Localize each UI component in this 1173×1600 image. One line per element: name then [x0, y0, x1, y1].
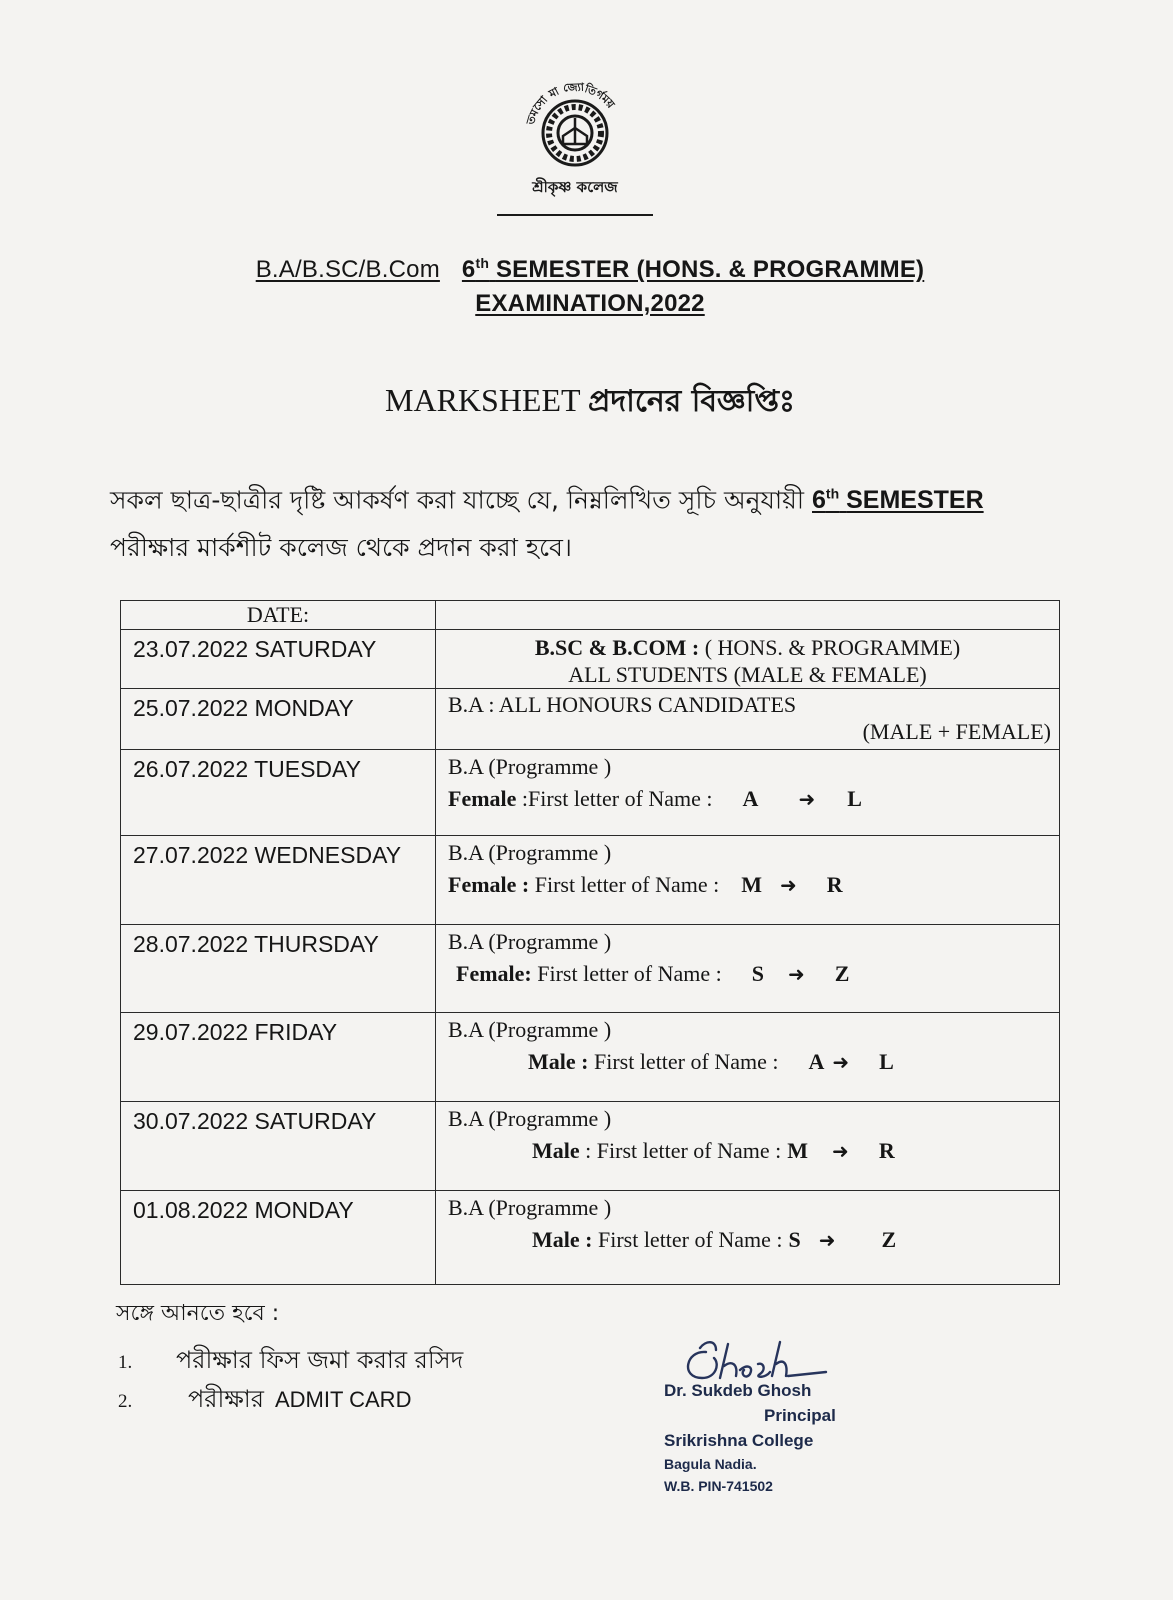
table-row	[121, 925, 1060, 1013]
semester-number: 6	[461, 256, 476, 283]
semester-rest: SEMESTER (HONS. & PROGRAMME)	[495, 256, 925, 283]
date-cell: 23.07.2022 SATURDAY	[121, 630, 436, 689]
logo-caption: শ্রীকৃষ্ণ কলেজ	[532, 178, 618, 196]
date-cell: 29.07.2022 FRIDAY	[121, 1013, 436, 1102]
table-row	[121, 1102, 1060, 1191]
info-cell: B.A (Programme ) Male : First letter of Name : M ➜ R	[436, 1102, 1060, 1191]
table-row	[121, 630, 1060, 689]
exam-heading-line1	[140, 255, 1040, 284]
info-cell: B.A (Programme ) Male : First letter of Name : A ➜ L	[436, 1013, 1060, 1102]
arrow-icon: ➜	[788, 962, 805, 986]
date-cell: 28.07.2022 THURSDAY	[121, 925, 436, 1013]
arrow-icon: ➜	[832, 1050, 850, 1074]
intro-semester: 6th SEMESTER	[812, 486, 984, 515]
info-cell: B.SC & B.COM : ( HONS. & PROGRAMME) ALL STUDENTS (MALE & FEMALE)	[436, 630, 1060, 689]
arrow-icon: ➜	[780, 873, 797, 897]
arrow-icon: ➜	[798, 787, 816, 811]
table-row	[121, 1191, 1060, 1285]
signatory-name: Dr. Sukdeb Ghosh	[664, 1381, 812, 1400]
title-en: MARKSHEET	[385, 382, 580, 418]
intro-paragraph	[110, 470, 1050, 572]
date-cell: 27.07.2022 WEDNESDAY	[121, 836, 436, 925]
signatory-address2: W.B. PIN-741502	[664, 1478, 773, 1494]
intro-line2: পরীক্ষার মার্কশীট কলেজ থেকে প্রদান করা হবে।	[110, 533, 572, 563]
date-cell: 26.07.2022 TUESDAY	[121, 750, 436, 836]
signatory-college: Srikrishna College	[664, 1431, 814, 1450]
info-cell: B.A (Programme ) Female : First letter of Name : M ➜ R	[436, 836, 1060, 925]
date-column-header: DATE:	[121, 601, 436, 630]
info-cell: B.A (Programme ) Male : First letter of Name : S ➜ Z	[436, 1191, 1060, 1285]
courses-label: B.A/B.SC/B.Com	[255, 256, 440, 283]
signatory-title: Principal	[764, 1406, 836, 1425]
list-item: 2. পরীক্ষার ADMIT CARD	[118, 1385, 412, 1413]
table-row	[121, 750, 1060, 836]
date-cell: 25.07.2022 MONDAY	[121, 689, 436, 750]
date-cell: 01.08.2022 MONDAY	[121, 1191, 436, 1285]
list-item: 1. পরীক্ষার ফিস জমা করার রসিদ	[118, 1346, 464, 1374]
table-row	[121, 689, 1060, 750]
semester-suffix: th	[475, 255, 490, 271]
distribution-schedule-table	[120, 600, 1060, 1285]
exam-heading-line2: EXAMINATION,2022	[475, 290, 705, 317]
info-cell: B.A (Programme ) Female: First letter of Name : S ➜ Z	[436, 925, 1060, 1013]
info-column-header	[436, 601, 1060, 630]
logo-ring-text: তমসো মা জ্যোতির্গময়	[523, 80, 618, 126]
signatory-address1: Bagula Nadia.	[664, 1456, 757, 1472]
arrow-icon: ➜	[818, 1228, 836, 1252]
signatory-block	[664, 1378, 836, 1497]
requirements-heading: সঙ্গে আনতে হবে :	[116, 1301, 280, 1326]
title-bn: প্রদানের বিজ্ঞপ্তিঃ	[587, 384, 795, 419]
table-header-row	[121, 601, 1060, 630]
date-cell: 30.07.2022 SATURDAY	[121, 1102, 436, 1191]
college-logo	[515, 78, 635, 218]
notice-title	[200, 377, 980, 428]
info-cell: B.A (Programme ) Female :First letter of Name : A ➜ L	[436, 750, 1060, 836]
info-cell: B.A : ALL HONOURS CANDIDATES (MALE + FEMALE)	[436, 689, 1060, 750]
table-row	[121, 836, 1060, 925]
table-row	[121, 1013, 1060, 1102]
arrow-icon: ➜	[832, 1139, 849, 1163]
logo-underline	[497, 214, 653, 216]
intro-line1: সকল ছাত্র-ছাত্রীর দৃষ্টি আকর্ষণ করা যাচ্ছে যে, নিম্নলিখিত সূচি অনুযায়ী	[110, 485, 805, 515]
